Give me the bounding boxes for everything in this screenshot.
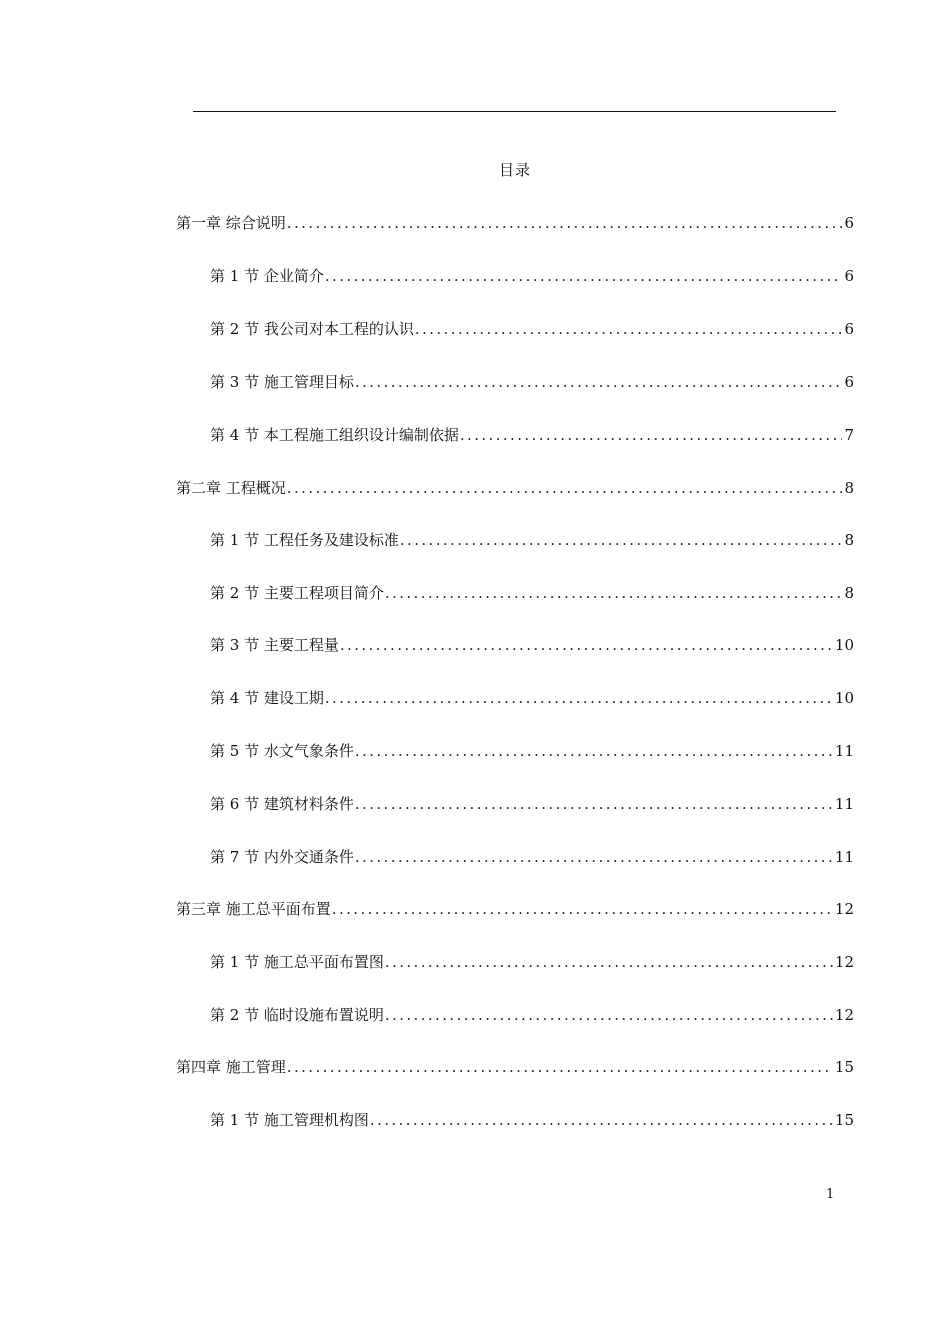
toc-entry[interactable]	[210, 529, 854, 551]
toc-entry-page: 7	[844, 426, 854, 444]
toc-entry-label: 第 2 节 临时设施布置说明	[210, 1006, 384, 1024]
toc-entry-page: 6	[844, 320, 854, 338]
toc-leader-dots	[415, 318, 843, 340]
toc-leader-dots	[355, 371, 843, 393]
toc-entry-label: 第 4 节 建设工期	[210, 689, 324, 707]
toc-entry-label: 第 1 节 施工总平面布置图	[210, 953, 384, 971]
toc-entry[interactable]	[176, 1056, 854, 1078]
toc-entry-label: 第 3 节 施工管理目标	[210, 373, 354, 391]
toc-leader-dots	[370, 1109, 833, 1131]
toc-entry-page: 6	[844, 267, 854, 285]
toc-entry-page: 6	[844, 214, 854, 232]
toc-leader-dots	[332, 898, 833, 920]
toc-entry-page: 8	[844, 531, 854, 549]
toc-entry[interactable]	[210, 846, 854, 868]
toc-entry-label: 第 6 节 建筑材料条件	[210, 795, 354, 813]
toc-entry-page: 11	[834, 848, 854, 866]
toc-leader-dots	[287, 1056, 833, 1078]
toc-leader-dots	[287, 212, 843, 234]
toc-leader-dots	[400, 529, 843, 551]
toc-leader-dots	[385, 1004, 833, 1026]
toc-entry-label: 第 4 节 本工程施工组织设计编制依据	[210, 426, 459, 444]
toc-entry[interactable]	[176, 898, 854, 920]
toc-entry-page: 11	[834, 742, 854, 760]
toc-leader-dots	[385, 951, 833, 973]
toc-entry-label: 第 1 节 施工管理机构图	[210, 1111, 369, 1129]
toc-entry-label: 第四章 施工管理	[176, 1058, 286, 1076]
toc-entry-page: 8	[844, 584, 854, 602]
toc-leader-dots	[460, 424, 843, 446]
toc-entry-page: 12	[834, 1006, 854, 1024]
toc-leader-dots	[325, 687, 833, 709]
toc-entry-label: 第 7 节 内外交通条件	[210, 848, 354, 866]
toc-entry[interactable]	[210, 1109, 854, 1131]
toc-entry-page: 15	[834, 1111, 854, 1129]
toc-entry-page: 12	[834, 900, 854, 918]
toc-entry-page: 8	[844, 479, 854, 497]
toc-entry[interactable]	[210, 793, 854, 815]
toc-entry-page: 12	[834, 953, 854, 971]
toc-leader-dots	[355, 793, 833, 815]
toc-entry[interactable]	[176, 477, 854, 499]
toc-entry-label: 第一章 综合说明	[176, 214, 286, 232]
toc-entry-label: 第 2 节 主要工程项目简介	[210, 584, 384, 602]
toc-entry[interactable]	[176, 212, 854, 234]
toc-entry[interactable]	[210, 318, 854, 340]
toc-entry[interactable]	[210, 634, 854, 656]
toc-entry[interactable]	[210, 582, 854, 604]
toc-entry[interactable]	[210, 1004, 854, 1026]
toc-entry-page: 15	[834, 1058, 854, 1076]
toc-entry-page: 10	[834, 689, 854, 707]
toc-leader-dots	[355, 740, 833, 762]
toc-leader-dots	[340, 634, 833, 656]
toc-entry[interactable]	[210, 371, 854, 393]
toc-entry-label: 第二章 工程概况	[176, 479, 286, 497]
toc-entry-label: 第 1 节 企业简介	[210, 267, 324, 285]
toc-entry[interactable]	[210, 687, 854, 709]
toc-entry[interactable]	[210, 424, 854, 446]
toc-leader-dots	[287, 477, 843, 499]
toc-entry[interactable]	[210, 740, 854, 762]
toc-leader-dots	[385, 582, 843, 604]
toc-entry-page: 10	[834, 636, 854, 654]
toc-entry[interactable]	[210, 265, 854, 287]
toc-leader-dots	[355, 846, 833, 868]
toc-entry-page: 6	[844, 373, 854, 391]
toc-entry-label: 第 3 节 主要工程量	[210, 636, 339, 654]
toc-entry-label: 第 5 节 水文气象条件	[210, 742, 354, 760]
page-number: 1	[826, 1187, 835, 1202]
toc-title: 目录	[498, 161, 531, 179]
toc-entry-label: 第三章 施工总平面布置	[176, 900, 331, 918]
toc-entry-page: 11	[834, 795, 854, 813]
toc-entry[interactable]	[210, 951, 854, 973]
toc-entry-label: 第 2 节 我公司对本工程的认识	[210, 320, 414, 338]
toc-leader-dots	[325, 265, 843, 287]
toc-entry-label: 第 1 节 工程任务及建设标准	[210, 531, 399, 549]
